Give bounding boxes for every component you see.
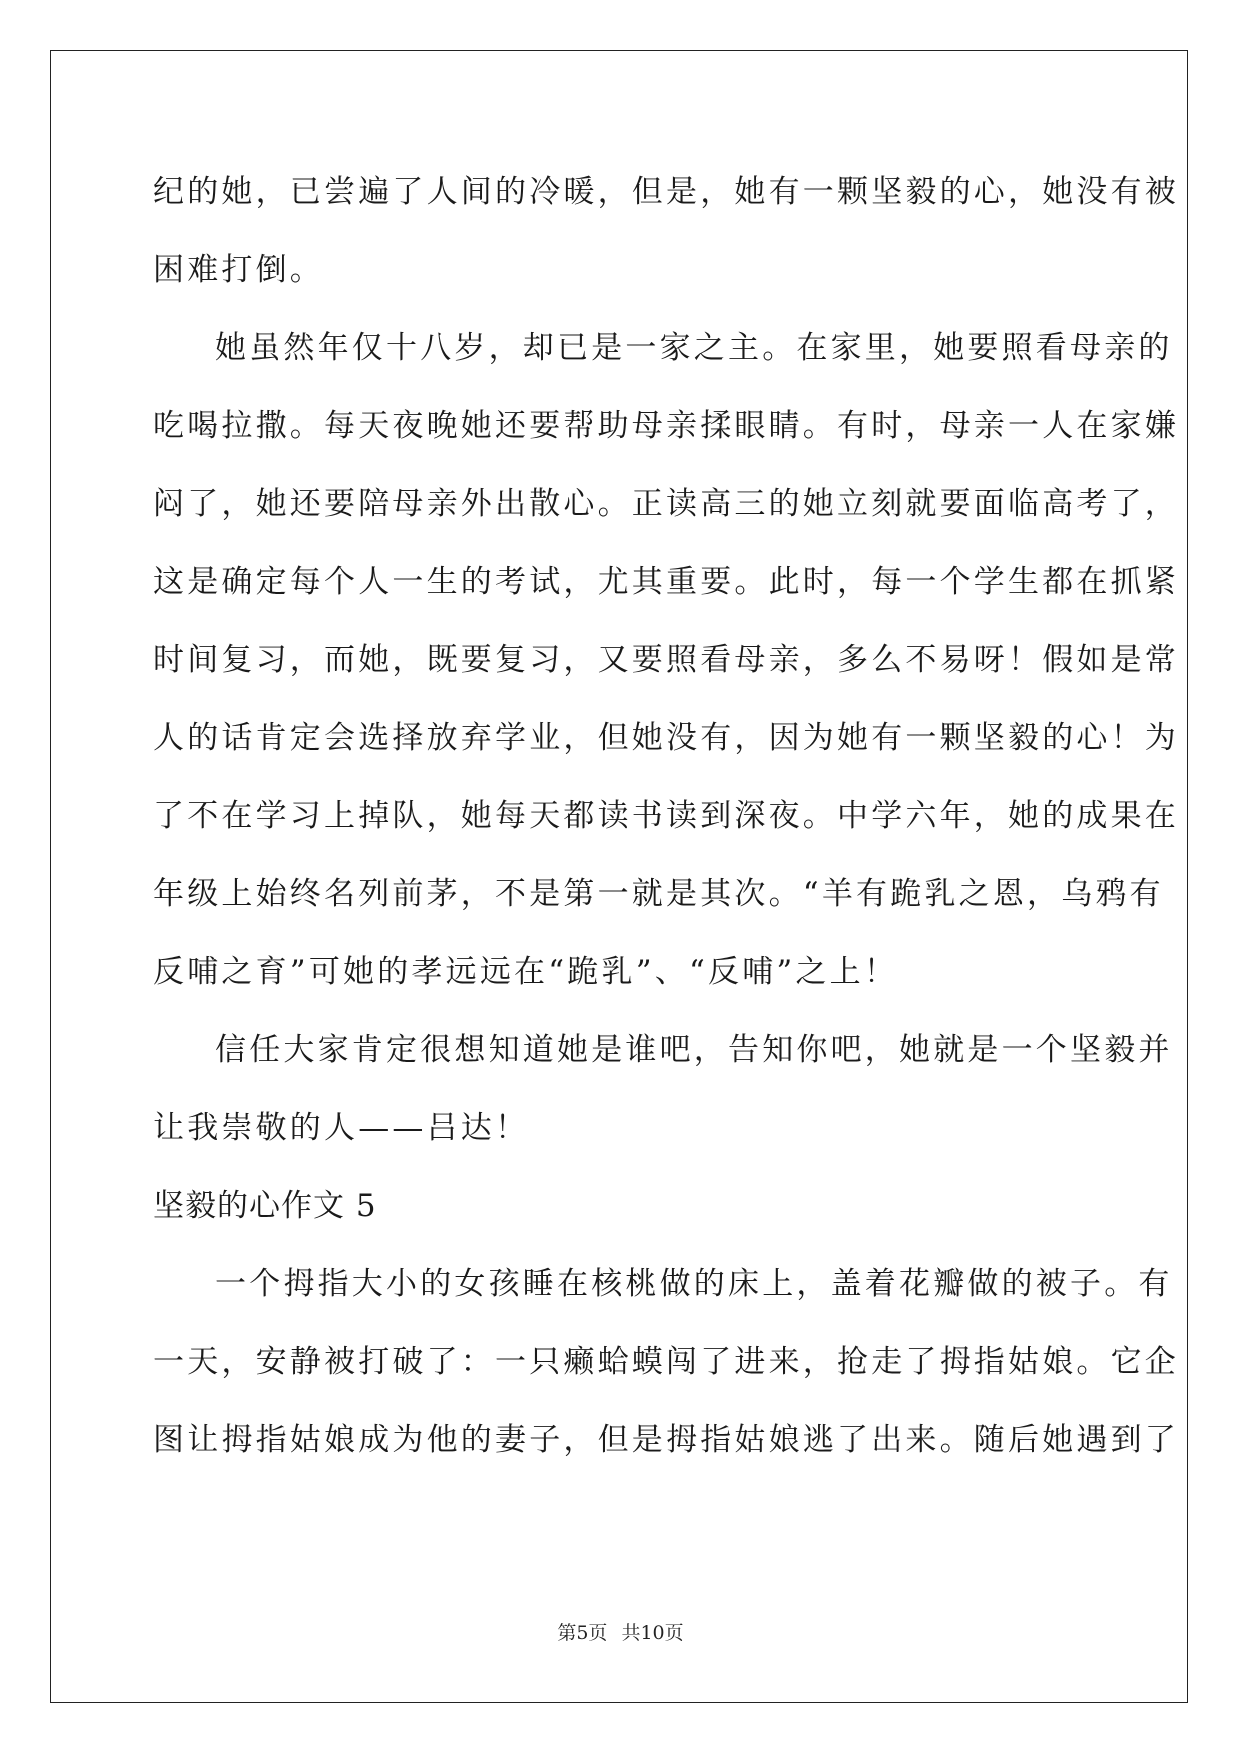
document-body <box>153 160 1179 1486</box>
text-line: 让我崇敬的人——吕达！ <box>153 1110 530 1146</box>
page-footer <box>0 1618 1241 1645</box>
text-line: 吃喝拉撒。每天夜晚她还要帮助母亲揉眼睛。有时，母亲一人在家嫌 <box>153 408 1179 444</box>
paragraph-start-line: 一个拇指大小的女孩睡在核桃做的床上，盖着花瓣做的被子。有 <box>215 1266 1173 1302</box>
page-total: 共10页 <box>621 1622 684 1644</box>
text-line: 图让拇指姑娘成为他的妻子，但是拇指姑娘逃了出来。随后她遇到了 <box>153 1422 1179 1458</box>
text-line: 纪的她，已尝遍了人间的冷暖，但是，她有一颗坚毅的心，她没有被 <box>153 174 1179 210</box>
text-line: 闷了，她还要陪母亲外出散心。正读高三的她立刻就要面临高考了， <box>153 486 1179 522</box>
text-line: 年级上始终名列前茅，不是第一就是其次。“羊有跪乳之恩，乌鸦有 <box>153 876 1164 912</box>
text-line: 困难打倒。 <box>153 252 324 288</box>
text-line: 时间复习，而她，既要复习，又要照看母亲，多么不易呀！假如是常 <box>153 642 1179 678</box>
page-number: 第5页 <box>557 1622 608 1644</box>
text-line: 了不在学习上掉队，她每天都读书读到深夜。中学六年，她的成果在 <box>153 798 1179 834</box>
text-line: 人的话肯定会选择放弃学业，但她没有，因为她有一颗坚毅的心！为 <box>153 720 1179 756</box>
section-heading: 坚毅的心作文 5 <box>153 1188 377 1224</box>
text-line: 这是确定每个人一生的考试，尤其重要。此时，每一个学生都在抓紧 <box>153 564 1179 600</box>
text-line: 反哺之育”可她的孝远远在“跪乳”、“反哺”之上！ <box>153 954 899 990</box>
paragraph-start-line: 信任大家肯定很想知道她是谁吧，告知你吧，她就是一个坚毅并 <box>215 1032 1173 1068</box>
text-line: 一天，安静被打破了：一只癞蛤蟆闯了进来，抢走了拇指姑娘。它企 <box>153 1344 1179 1380</box>
paragraph-start-line: 她虽然年仅十八岁，却已是一家之主。在家里，她要照看母亲的 <box>215 330 1173 366</box>
